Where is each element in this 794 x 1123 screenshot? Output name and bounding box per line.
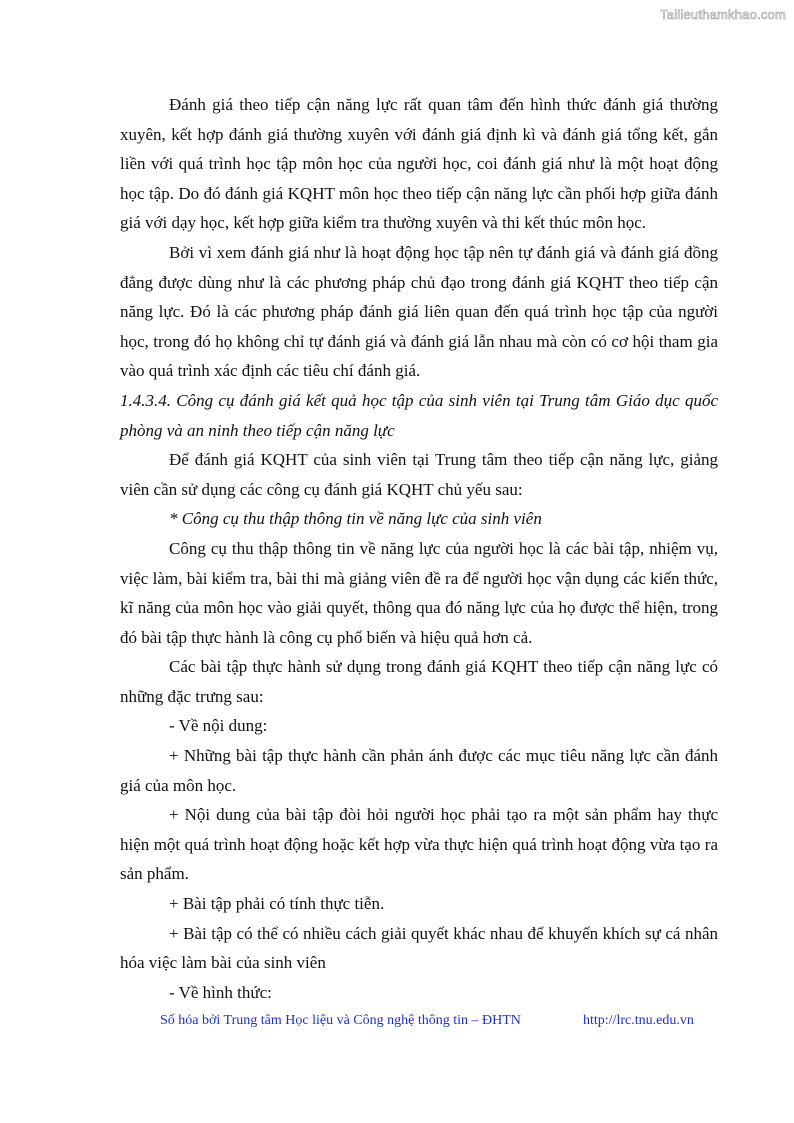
- watermark: Tailieuthamkhao.com: [660, 7, 786, 22]
- list-item: + Bài tập có thể có nhiều cách giải quyết khác nhau để khuyến khích sự cá nhân hóa việc làm bài của sinh viên: [120, 923, 718, 973]
- footer-credit: Số hóa bởi Trung tâm Học liệu và Công nghệ thông tin – ĐHTN: [160, 1013, 521, 1028]
- list-heading: - Về nội dung:: [169, 716, 268, 736]
- list-heading: - Về hình thức:: [169, 982, 272, 1002]
- paragraph: Các bài tập thực hành sử dụng trong đánh giá KQHT theo tiếp cận năng lực có những đặc trưng sau:: [120, 657, 718, 706]
- paragraph: Công cụ thu thập thông tin về năng lực của người học là các bài tập, nhiệm vụ, việc làm, bài kiểm tra, bài thi mà giảng viên đề ra để người học vận dụng các kiến thức, kĩ năng của môn học vào giải quyết, thông qua đó năng lực của họ được thể hiện, trong đó bài tập thực hành là công cụ phổ biến và hiệu quả hơn cả.: [120, 538, 718, 647]
- document-body: [120, 90, 718, 1007]
- section-heading: 1.4.3.4. Công cụ đánh giá kết quả học tập của sinh viên tại Trung tâm Giáo dục quốc phòng và an ninh theo tiếp cận năng lực: [120, 390, 718, 440]
- paragraph: Đánh giá theo tiếp cận năng lực rất quan tâm đến hình thức đánh giá thường xuyên, kết hợp đánh giá thường xuyên với đánh giá định kì và đánh giá tổng kết, gắn liền với quá trình học tập môn học của người học, coi đánh giá như là một hoạt động học tập. Do đó đánh giá KQHT môn học theo tiếp cận năng lực cần phối hợp giữa đánh giá với dạy học, kết hợp giữa kiểm tra thường xuyên và thi kết thúc môn học.: [120, 95, 718, 233]
- list-item: + Nội dung của bài tập đòi hỏi người học phải tạo ra một sản phẩm hay thực hiện một quá trình hoạt động hoặc kết hợp vừa thực hiện quá trình hoạt động vừa tạo ra sản phẩm.: [120, 805, 718, 884]
- paragraph: Bởi vì xem đánh giá như là hoạt động học tập nên tự đánh giá và đánh giá đồng đẳng được dùng như là các phương pháp chủ đạo trong đánh giá KQHT theo tiếp cận năng lực. Đó là các phương pháp đánh giá liên quan đến quá trình học tập của người học, trong đó họ không chỉ tự đánh giá và đánh giá lẫn nhau mà còn có cơ hội tham gia vào quá trình xác định các tiêu chí đánh giá.: [120, 242, 718, 381]
- list-item: + Những bài tập thực hành cần phản ánh được các mục tiêu năng lực cần đánh giá của môn học.: [120, 746, 718, 795]
- footer-link[interactable]: http://lrc.tnu.edu.vn: [583, 1013, 694, 1028]
- subheading: * Công cụ thu thập thông tin về năng lực của sinh viên: [169, 509, 542, 529]
- list-item: + Bài tập phải có tính thực tiễn.: [169, 894, 385, 914]
- paragraph: Để đánh giá KQHT của sinh viên tại Trung tâm theo tiếp cận năng lực, giảng viên cần sử dụng các công cụ đánh giá KQHT chủ yếu sau:: [120, 450, 718, 499]
